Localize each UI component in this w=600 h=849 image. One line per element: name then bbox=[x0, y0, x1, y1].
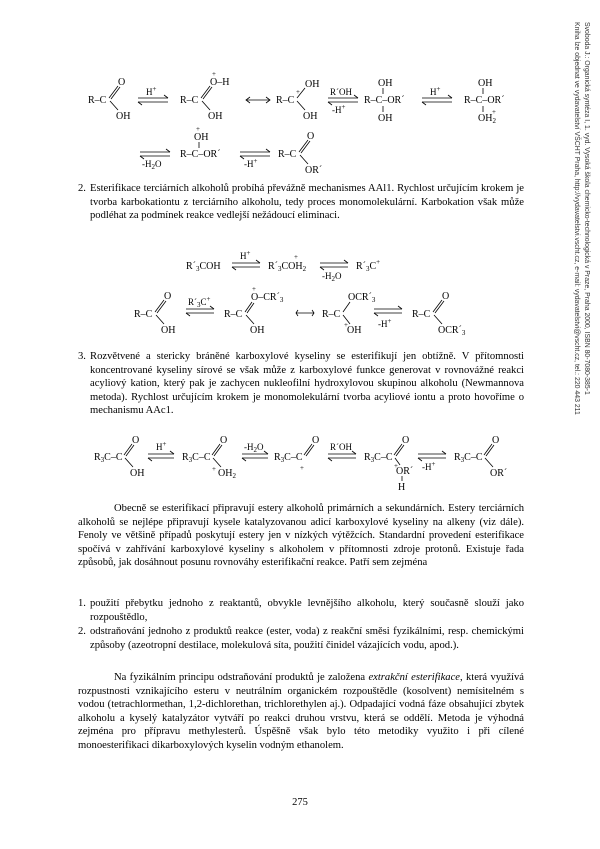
svg-text:R´OH: R´OH bbox=[330, 442, 352, 452]
svg-text:OH: OH bbox=[478, 78, 493, 89]
scheme-1-reaction bbox=[0, 70, 560, 180]
svg-text:OH: OH bbox=[116, 111, 131, 122]
svg-text:-H+: -H+ bbox=[378, 317, 392, 329]
svg-text:O: O bbox=[492, 435, 500, 446]
svg-text:OH2: $OH_2$ bbox=[478, 113, 496, 125]
s1-o-1: O bbox=[118, 77, 126, 88]
svg-text:-H2O: $-H_2O$ bbox=[244, 442, 264, 454]
svg-text:R´3C+: $R´_3C^+$ bbox=[188, 295, 211, 309]
svg-text:OH: OH bbox=[250, 325, 265, 336]
svg-text:O: O bbox=[307, 131, 315, 142]
svg-text:R–C: R–C bbox=[322, 309, 341, 320]
svg-text:H+: H+ bbox=[430, 85, 441, 97]
list-2-number: 2. bbox=[78, 626, 86, 637]
svg-text:OCR´3: $OCR´_3$ bbox=[438, 325, 466, 337]
svg-text:O–CR´3: $O-CR´_3$ bbox=[251, 292, 284, 304]
svg-text:R´3COH: $R´_3COH$ bbox=[186, 261, 221, 273]
svg-text:OH: OH bbox=[378, 113, 393, 124]
svg-text:R–C: R–C bbox=[276, 95, 295, 106]
paragraph-extractive-esterification bbox=[78, 671, 524, 753]
svg-text:R–C–OR´: R–C–OR´ bbox=[180, 149, 221, 160]
svg-text:OR´: OR´ bbox=[490, 468, 508, 479]
svg-text:R–C: R–C bbox=[134, 309, 153, 320]
svg-text:OH: OH bbox=[194, 132, 209, 143]
svg-text:+: + bbox=[196, 125, 200, 133]
side-line-2: Kniha lze objednat ve vydavatelství VŠCHT Praha, http://vydavatelstvi.vscht.cz, e-mail: vydavatelstvi@vscht.cz, tel.: 220 443 211 bbox=[573, 22, 580, 415]
svg-text:R´OH: R´OH bbox=[330, 87, 352, 97]
svg-text:OH: OH bbox=[130, 468, 145, 479]
svg-text:+: + bbox=[212, 465, 216, 473]
svg-text:-H2O: $-H_2O$ bbox=[142, 159, 162, 171]
svg-text:OH: OH bbox=[161, 325, 176, 336]
svg-text:O: O bbox=[132, 435, 140, 446]
svg-text:-H+: -H+ bbox=[332, 103, 346, 115]
scheme-3-reaction bbox=[0, 430, 560, 492]
list-2-text: odstraňování jednoho z produktů reakce (ester, voda) z reakční směsi fyzikálními, resp. chemickými způsoby (azeotropní destilace, molekulová síta, použití činidel vázajících vodu, apod.). bbox=[90, 626, 524, 651]
svg-text:O–H: O–H bbox=[210, 77, 230, 88]
svg-text:R–C: R–C bbox=[180, 95, 199, 106]
page-number: 275 bbox=[292, 797, 308, 808]
svg-text:OH: OH bbox=[305, 79, 320, 90]
svg-text:O: O bbox=[164, 291, 172, 302]
svg-text:R´3COH2: $R´_3COH_2$ bbox=[268, 261, 307, 273]
para2-before: Na fyzikálním principu odstraňování produktů je založena bbox=[114, 672, 369, 683]
item-3-number: 3. bbox=[78, 351, 86, 362]
s1-rc-1: R–C bbox=[88, 95, 107, 106]
svg-text:R–C–OR´: R–C–OR´ bbox=[464, 95, 505, 106]
svg-text:R3C–C: $R_3C-C$ bbox=[274, 452, 303, 464]
svg-text:+: + bbox=[296, 88, 300, 96]
svg-text:OH: OH bbox=[208, 111, 223, 122]
svg-text:OH2: $OH_2$ bbox=[218, 468, 236, 480]
svg-text:R´3C+: $R´_3C^+$ bbox=[356, 258, 381, 273]
svg-text:+: + bbox=[344, 321, 348, 329]
para2-after: , která využívá rozpustnosti vznikajícího esteru v neutrálním organickém rozpouštědle (kosolvent) nemísitelném s vodou (tetrachlormethan, 1,2-dichlorethan, trichlorethylen aj.). Odpadající vodná fáze obsahující zbytek alkoholu a kyselý katalyzátor vytváří po reakci druhou vrstvu, která se oddělí. Metoda je výhodná zejména pro přípravu methylesterů. Úspěšně však bylo této metodiky využito i při cílené monoesterifikaci dikarboxylových kyselin vodným ethanolem. bbox=[78, 672, 524, 751]
side-line-1: Svoboda J.: Organická syntéza I, 1. vyd. Vysoká škola chemicko-technologická v Praze, Praha 2000, ISBN 80-7080-385-1 bbox=[583, 22, 590, 395]
svg-text:-H+: -H+ bbox=[422, 460, 436, 472]
list-item-3 bbox=[78, 350, 524, 420]
scheme-2-reaction bbox=[0, 247, 560, 342]
svg-text:H+: H+ bbox=[240, 249, 251, 261]
svg-text:R3C–C: $R_3C-C$ bbox=[182, 452, 211, 464]
item-3-text: Rozvětvené a stericky bráněné karboxylové kyseliny se esterifikují jen obtížně. V přítomnosti koncentrované kyseliny sírové se však může z karboxylové funkce generovat v rovnovážné reakci acyliový kation, který pak je zachycen nukleofilní hydroxylovou skupinou alkoholu (Newmannova metoda). Rychlost určujícím krokem je monomolekulární tvorba acyliové iontu a proto hovoříme o mechanismu AAc1. bbox=[90, 351, 524, 417]
svg-text:+: + bbox=[492, 108, 496, 116]
svg-text:R–C–OR´: R–C–OR´ bbox=[364, 95, 405, 106]
svg-text:R3C–C: $R_3C-C$ bbox=[454, 452, 483, 464]
item-2-text: Esterifikace terciárních alkoholů probíhá převážně mechanismes AAl1. Rychlost určujícím krokem je tvorba karbokationtu z terciárního alkoholu, tedy proces monomolekulární. Karbokation však může podléhat za podmínek reakce vedlejší nežádoucí eliminaci. bbox=[90, 183, 524, 222]
svg-text:O: O bbox=[220, 435, 228, 446]
svg-text:R3C–C: $R_3C-C$ bbox=[94, 452, 123, 464]
svg-text:H+: H+ bbox=[146, 85, 157, 97]
svg-text:-H+: -H+ bbox=[244, 157, 258, 169]
svg-text:H+: H+ bbox=[156, 440, 167, 452]
svg-text:R–C: R–C bbox=[278, 149, 297, 160]
para2-emphasis: extrakční esterifikace bbox=[368, 672, 460, 683]
svg-text:+: + bbox=[252, 285, 256, 293]
list-1-number: 1. bbox=[78, 598, 86, 609]
paragraph-esterification-general: Obecně se esterifikací připravují estery alkoholů primárních a sekundárních. Estery terciárních alkoholů se nejlépe připravují kysele katalyzovanou adicí karboxylové kyseliny na alkeny (viz dále). Fenoly ve většině případů poskytují estery jen v nízkých výtěžcích. Standardní provedení esterifikace spočívá v zahřívání karboxylové kyseliny s alkoholem v přítomnosti zdroje protonů. Existuje řada způsobů, jak dosáhnout posunu rovnováhy esterifikační reakce. Patří sem zejména bbox=[78, 503, 524, 569]
svg-text:-H2O: $-H_2O$ bbox=[322, 271, 342, 283]
svg-text:+: + bbox=[294, 253, 298, 261]
svg-text:O: O bbox=[442, 291, 450, 302]
svg-text:R–C: R–C bbox=[224, 309, 243, 320]
list-item-1 bbox=[78, 597, 524, 627]
svg-text:OH: OH bbox=[378, 78, 393, 89]
svg-text:R3C–C: $R_3C-C$ bbox=[364, 452, 393, 464]
svg-text:+: + bbox=[394, 462, 398, 470]
svg-text:R–C: R–C bbox=[412, 309, 431, 320]
svg-text:OCR´3: $OCR´_3$ bbox=[348, 292, 376, 304]
svg-text:OH: OH bbox=[347, 325, 362, 336]
svg-text:OR´: OR´ bbox=[396, 466, 414, 477]
item-2-number: 2. bbox=[78, 183, 86, 194]
svg-text:O: O bbox=[402, 435, 410, 446]
svg-text:OH: OH bbox=[303, 111, 318, 122]
svg-text:+: + bbox=[212, 70, 216, 78]
side-publication-note bbox=[566, 22, 600, 582]
list-item-2b bbox=[78, 625, 524, 669]
svg-text:H: H bbox=[398, 482, 406, 492]
svg-text:OR´: OR´ bbox=[305, 165, 323, 176]
svg-text:O: O bbox=[312, 435, 320, 446]
list-item-2 bbox=[78, 182, 524, 238]
list-1-text: použití přebytku jednoho z reaktantů, obvykle levnějšího alkoholu, který současně slouží jako rozpouštědlo, bbox=[90, 598, 524, 623]
svg-text:+: + bbox=[300, 464, 304, 472]
